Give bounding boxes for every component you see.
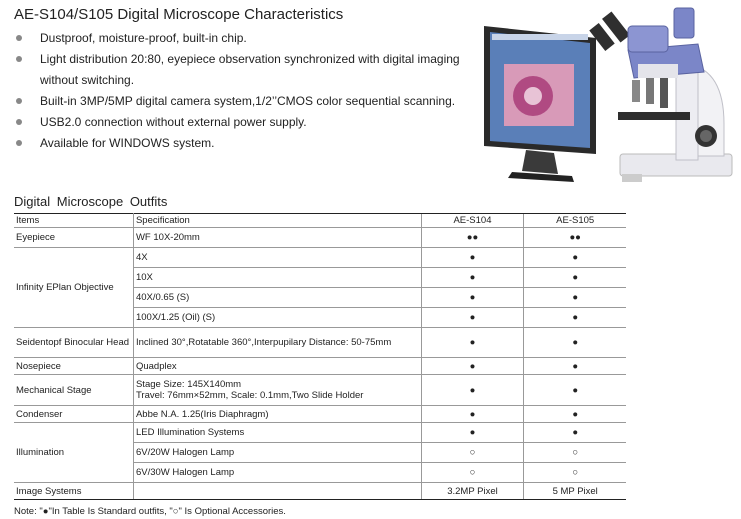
row-item: Nosepiece bbox=[14, 358, 133, 375]
row-spec: WF 10X-20mm bbox=[133, 228, 421, 248]
table-row bbox=[14, 406, 626, 423]
feature-item: Available for WINDOWS system. bbox=[14, 133, 464, 154]
header-items: Items bbox=[14, 214, 133, 228]
row-item: Eyepiece bbox=[14, 228, 133, 248]
row-spec-line: Stage Size: 145X140mm bbox=[135, 379, 242, 390]
row-item: Image Systems bbox=[14, 483, 133, 500]
row-s104: ● bbox=[421, 406, 524, 423]
row-spec: 100X/1.25 (Oil) (S) bbox=[133, 308, 421, 328]
monitor-illustration bbox=[484, 26, 596, 182]
row-item: Illumination bbox=[14, 423, 133, 483]
row-s105: ○ bbox=[524, 463, 626, 483]
table-row bbox=[14, 483, 626, 500]
feature-list bbox=[14, 28, 464, 154]
row-spec: 40X/0.65 (S) bbox=[133, 288, 421, 308]
row-s105: ● bbox=[524, 268, 626, 288]
row-s105: ● bbox=[524, 248, 626, 268]
feature-item: Built-in 3MP/5MP digital camera system,1/2’’CMOS color sequential scanning. bbox=[14, 91, 464, 112]
row-spec bbox=[133, 483, 421, 500]
row-s104: ● bbox=[421, 358, 524, 375]
row-s104: ○ bbox=[421, 443, 524, 463]
row-item: Mechanical Stage bbox=[14, 375, 133, 406]
row-s105: ● bbox=[524, 358, 626, 375]
row-s105: ● bbox=[524, 328, 626, 358]
feature-item: Dustproof, moisture-proof, built-in chip. bbox=[14, 28, 464, 49]
row-s105: ●● bbox=[524, 228, 626, 248]
feature-item: Light distribution 20:80, eyepiece observation synchronized with digital imaging without switching. bbox=[14, 49, 464, 91]
row-s104: ● bbox=[421, 328, 524, 358]
row-s105: ● bbox=[524, 423, 626, 443]
bullet-icon bbox=[16, 56, 22, 62]
row-s104: ● bbox=[421, 423, 524, 443]
row-s104: ● bbox=[421, 375, 524, 406]
page-title: AE-S104/S105 Digital Microscope Characteristics bbox=[14, 6, 344, 23]
row-item: Condenser bbox=[14, 406, 133, 423]
row-s105: 5 MP Pixel bbox=[524, 483, 626, 500]
row-spec: 10X bbox=[133, 268, 421, 288]
row-spec: Quadplex bbox=[133, 358, 421, 375]
outfits-table bbox=[14, 213, 626, 500]
row-spec: 4X bbox=[133, 248, 421, 268]
row-s105: ● bbox=[524, 375, 626, 406]
row-spec: LED Illumination Systems bbox=[133, 423, 421, 443]
table-row bbox=[14, 423, 626, 443]
row-s104: ● bbox=[421, 268, 524, 288]
row-item: Infinity EPlan Objective bbox=[14, 248, 133, 328]
table-row bbox=[14, 248, 626, 268]
row-s105: ● bbox=[524, 288, 626, 308]
table-row bbox=[14, 375, 626, 406]
row-spec: 6V/20W Halogen Lamp bbox=[133, 443, 421, 463]
row-s105: ○ bbox=[524, 443, 626, 463]
row-spec: 6V/30W Halogen Lamp bbox=[133, 463, 421, 483]
table-header-row bbox=[14, 214, 626, 228]
row-s104: ● bbox=[421, 248, 524, 268]
bullet-icon bbox=[16, 119, 22, 125]
row-s105: ● bbox=[524, 308, 626, 328]
row-s104: ●● bbox=[421, 228, 524, 248]
table-row bbox=[14, 328, 626, 358]
table-row bbox=[14, 358, 626, 375]
row-spec-line: Travel: 76mm×52mm, Scale: 0.1mm,Two Slide Holder bbox=[135, 390, 364, 401]
bullet-icon bbox=[16, 35, 22, 41]
row-s104: ○ bbox=[421, 463, 524, 483]
row-item: Seidentopf Binocular Head bbox=[14, 328, 133, 358]
outfits-section-title: Digital Microscope Outfits bbox=[14, 194, 168, 209]
row-spec bbox=[133, 375, 421, 406]
row-spec: Inclined 30°,Rotatable 360°,Interpupilary Distance: 50-75mm bbox=[133, 328, 421, 358]
header-ae-s104: AE-S104 bbox=[421, 214, 524, 228]
row-s105: ● bbox=[524, 406, 626, 423]
row-s104: ● bbox=[421, 288, 524, 308]
table-row bbox=[14, 228, 626, 248]
feature-item: USB2.0 connection without external power supply. bbox=[14, 112, 464, 133]
row-s104: ● bbox=[421, 308, 524, 328]
row-spec: Abbe N.A. 1.25(Iris Diaphragm) bbox=[133, 406, 421, 423]
microscope-product-image bbox=[478, 4, 736, 192]
header-ae-s105: AE-S105 bbox=[524, 214, 626, 228]
bullet-icon bbox=[16, 140, 22, 146]
bullet-icon bbox=[16, 98, 22, 104]
header-specification: Specification bbox=[133, 214, 421, 228]
microscope-illustration bbox=[589, 8, 732, 182]
row-s104: 3.2MP Pixel bbox=[421, 483, 524, 500]
table-note: Note: "●"In Table Is Standard outfits, "○" Is Optional Accessories. bbox=[14, 506, 286, 517]
